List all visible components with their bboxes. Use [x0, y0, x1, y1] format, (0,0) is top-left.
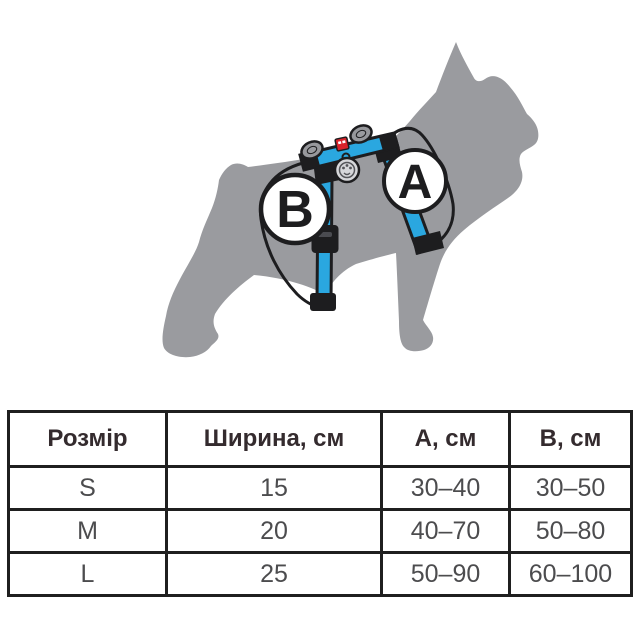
table-row	[9, 510, 632, 553]
cell-b: 30–50	[510, 467, 632, 510]
cell-width: 15	[167, 467, 382, 510]
cell-size: S	[9, 467, 167, 510]
marker-circle-b	[261, 175, 329, 243]
cell-b: 60–100	[510, 553, 632, 596]
table-row	[9, 467, 632, 510]
marker-label-b: B	[276, 181, 314, 239]
cell-a: 40–70	[382, 510, 510, 553]
header-b: В, см	[510, 412, 632, 467]
size-table	[7, 410, 633, 597]
brand-tag	[335, 137, 349, 151]
header-a: А, см	[382, 412, 510, 467]
dog-silhouette	[163, 42, 539, 357]
id-tag-medallion	[335, 158, 359, 182]
cell-width: 20	[167, 510, 382, 553]
cell-b: 50–80	[510, 510, 632, 553]
marker-circle-a	[384, 150, 446, 212]
cell-a: 50–90	[382, 553, 510, 596]
cell-size: M	[9, 510, 167, 553]
cell-a: 30–40	[382, 467, 510, 510]
cell-width: 25	[167, 553, 382, 596]
header-size: Розмір	[9, 412, 167, 467]
cell-size: L	[9, 553, 167, 596]
table-header-row	[9, 412, 632, 467]
table-row	[9, 553, 632, 596]
marker-label-a: A	[397, 156, 433, 209]
header-width: Ширина, см	[167, 412, 382, 467]
girth-strap-tip	[310, 293, 336, 311]
